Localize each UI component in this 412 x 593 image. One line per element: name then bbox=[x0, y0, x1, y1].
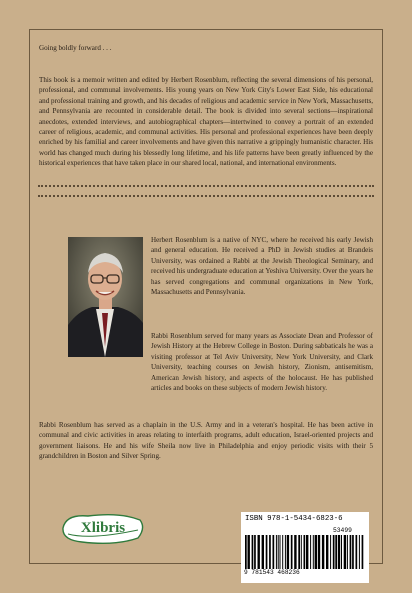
ean-digits: 9 781543 468236 bbox=[244, 569, 300, 576]
publisher-logo bbox=[60, 510, 146, 546]
barcode-bars bbox=[245, 535, 365, 569]
isbn-barcode bbox=[241, 512, 369, 583]
publisher-name: Xlibris bbox=[80, 520, 126, 536]
author-bio-paragraph-1: Herbert Rosenblum is a native of NYC, where he received his early Jewish and general education. He received a PhD in Jewish studies at Brandeis University, was ordained a Rabbi at the Jewish Theological Seminary, and received his undergraduate education at Yeshiva University. Over the years he has served congregations and communal organizations in New York, Massachusetts and Pennsylvania. bbox=[151, 236, 373, 297]
dotted-divider bbox=[38, 195, 374, 197]
isbn-label: ISBN 978-1-5434-6823-6 bbox=[245, 515, 343, 523]
price-code: 53499 bbox=[333, 527, 352, 534]
intro-heading: Going boldly forward . . . bbox=[39, 44, 112, 52]
dotted-divider bbox=[38, 185, 374, 187]
author-bio-paragraph-3: Rabbi Rosenblum has served as a chaplain in the U.S. Army and in a veteran's hospital. He has been active in communal and civic activities in areas relating to interfaith programs, adult education, Israel-oriented projects and government liaisons. He and his wife Sheila now live in Philadelphia and enjoy periodic visits with their 5 grandchildren in Boston and Silver Spring. bbox=[39, 421, 373, 461]
author-bio-paragraph-2: Rabbi Rosenblum served for many years as Associate Dean and Professor of Jewish History at the Hebrew College in Boston. During sabbaticals he was a visiting professor at Tel Aviv University, New York University, and Clark University, teaching courses on Jewish history, Zionism, antisemitism, American Jewish history, and aspects of the holocaust. He has published articles and books on these subjects of modern Jewish history. bbox=[151, 332, 373, 393]
intro-paragraph: This book is a memoir written and edited by Herbert Rosenblum, reflecting the several dimensions of his personal, professional, and communal involvements. His young years on New York City's Lower East Side, his educational and professional training and growth, and his decades of religious and academic service in New York, Massachusetts, and Pennsylvania are recounted in considerable detail. The book is divided into several sections—inspirational anecdotes, extended interviews, and autobiographical chapters—intertwined to convey a portrait of an extended career of religious, academic, and communal activities. His personal and professional experiences have been deeply enriched by his familial and career involvements and have given this narrative a grippingly humanistic character. His world has changed much during his blessedly long lifetime, and his life patterns have been greatly influenced by the historical experiences that have taken place in our shared local, national, and international environments. bbox=[39, 76, 373, 168]
author-photo bbox=[68, 237, 143, 357]
